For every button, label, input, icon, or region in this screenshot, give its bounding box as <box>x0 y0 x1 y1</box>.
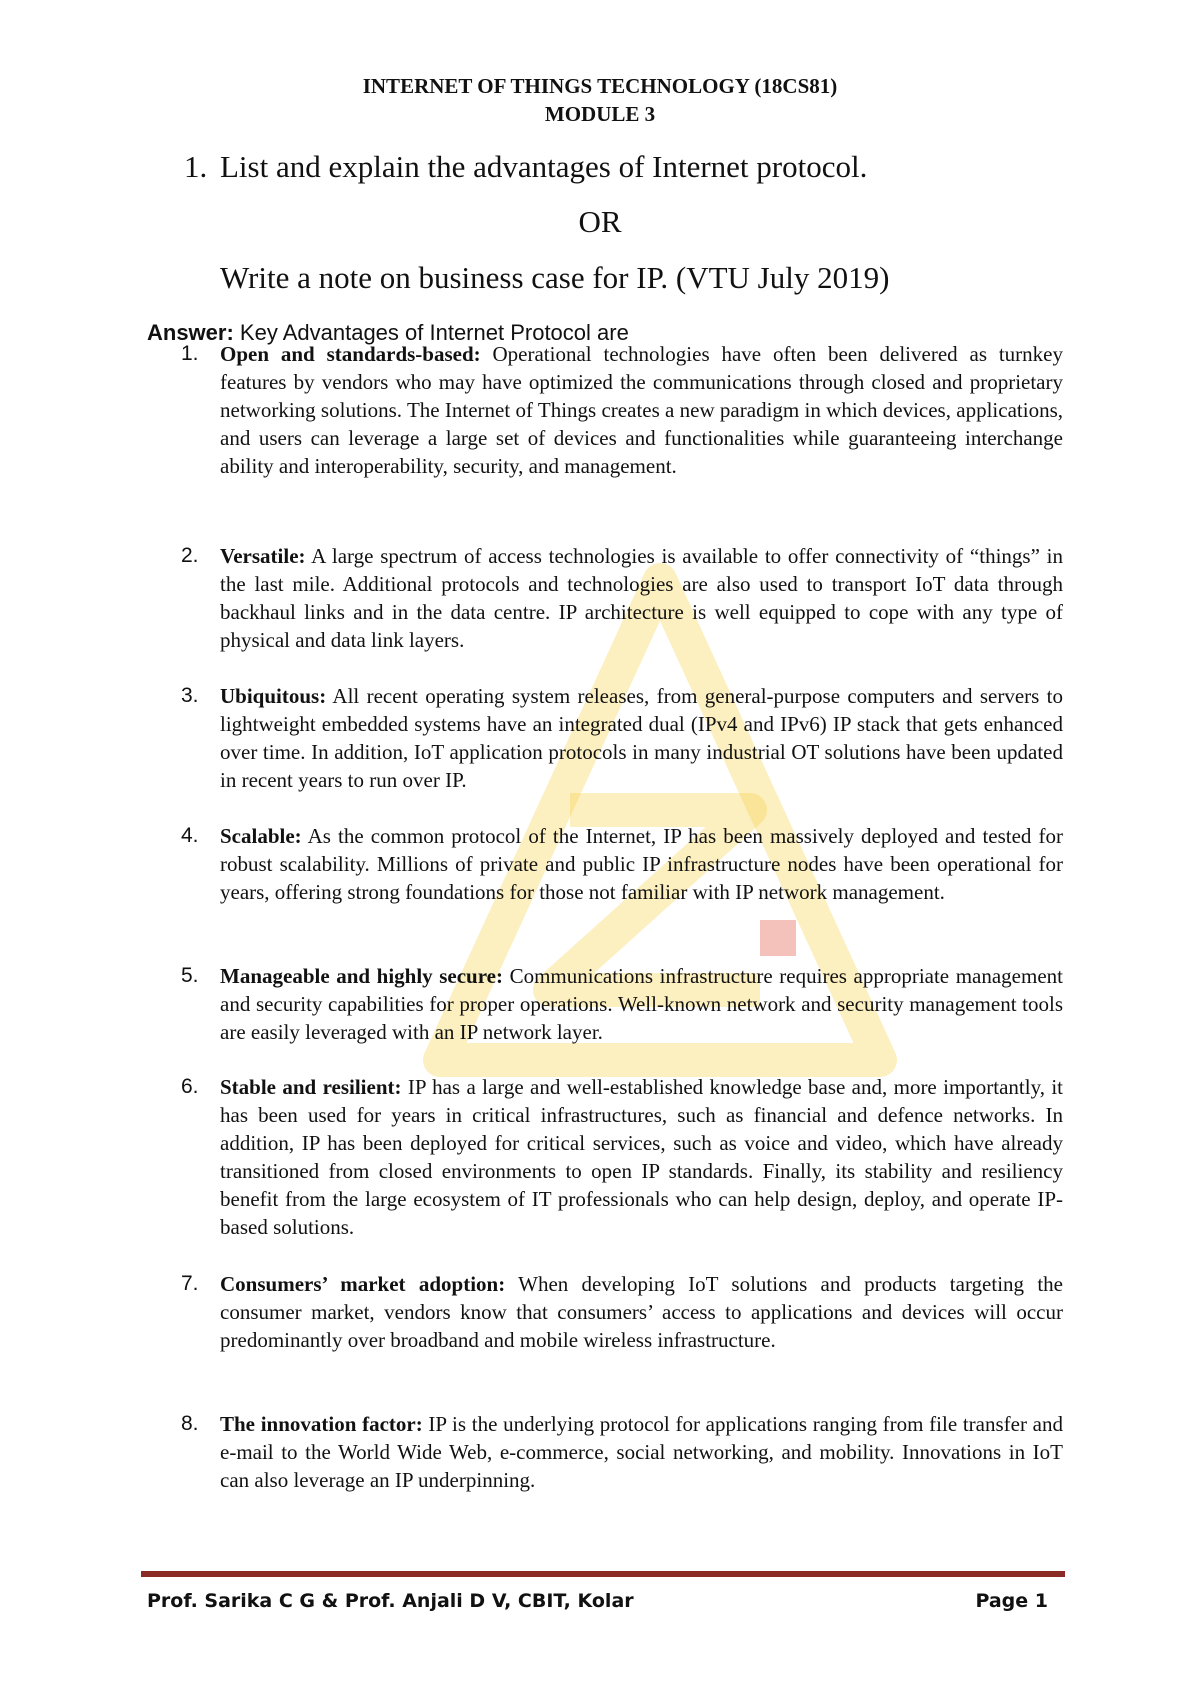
list-item <box>181 822 1063 906</box>
list-item-number: 2. <box>181 544 199 567</box>
list-item-number: 5. <box>181 964 199 987</box>
list-item-text: When developing IoT solutions and products targeting the consumer market, vendors know that consumers’ access to applications and devices will occur predominantly over broadband and mobile wireless infrastructure. <box>220 1272 1063 1352</box>
list-item-text: Operational technologies have often been delivered as turnkey features by vendors who may have optimized the communications through closed and proprietary networking solutions. The Internet of Things creates a new paradigm in which devices, applications, and users can leverage a large set of devices and functionalities while guaranteeing interchange ability and interoperability, security, and management. <box>220 342 1064 478</box>
list-item <box>181 682 1063 794</box>
list-item-number: 6. <box>181 1075 199 1098</box>
course-title: INTERNET OF THINGS TECHNOLOGY (18CS81) <box>362 74 838 98</box>
question-number: 1. <box>184 149 208 184</box>
list-item-term: Ubiquitous: <box>220 684 327 708</box>
list-item-text: IP is the underlying protocol for applications ranging from file transfer and e-mail to the World Wide Web, e-commerce, social networking, and mobility. Innovations in IoT can also leverage an IP underpinning. <box>220 1412 1063 1492</box>
question <box>184 147 1084 187</box>
list-item <box>181 542 1063 654</box>
list-item <box>181 1270 1063 1354</box>
answer-text: Key Advantages of Internet Protocol are <box>233 320 629 345</box>
list-item-term: Stable and resilient: <box>220 1075 402 1099</box>
answer-label: Answer: <box>147 320 234 345</box>
alternative-question: Write a note on business case for IP. (VTU July 2019) <box>220 260 890 295</box>
list-item-text: Communications infrastructure requires appropriate management and security capabilities for proper operations. Well-known network and security management tools are easily leveraged with an IP network layer. <box>220 964 1063 1044</box>
list-item <box>181 340 1063 480</box>
list-item <box>181 1073 1063 1241</box>
list-item-text: IP has a large and well-established knowledge base and, more importantly, it has been used for years in critical infrastructures, such as financial and defence networks. In addition, IP has been deployed for critical services, such as voice and video, which have already transitioned from closed environments to open IP standards. Finally, its stability and resiliency benefit from the large ecosystem of IT professionals who can help design, deploy, and operate IP-based solutions. <box>220 1075 1063 1239</box>
footer-divider <box>141 1571 1065 1577</box>
list-item-number: 8. <box>181 1412 199 1435</box>
list-item-number: 4. <box>181 824 199 847</box>
or-separator: OR <box>578 204 622 239</box>
document-header <box>0 72 1200 128</box>
question-text: List and explain the advantages of Internet protocol. <box>220 149 868 184</box>
list-item-number: 1. <box>181 342 199 365</box>
module-title: MODULE 3 <box>544 102 656 126</box>
page-number: Page 1 <box>975 1590 1048 1612</box>
list-item-number: 3. <box>181 684 199 707</box>
list-item-term: Open and standards-based: <box>220 342 481 366</box>
list-item-text: A large spectrum of access technologies is available to offer connectivity of “things” in the last mile. Additional protocols and technologies are also used to transport IoT data through backhaul links and in the data centre. IP architecture is well equipped to cope with any type of physical and data link layers. <box>220 544 1063 652</box>
list-item-term: Versatile: <box>220 544 306 568</box>
list-item-term: Scalable: <box>220 824 302 848</box>
list-item <box>181 1410 1063 1494</box>
list-item-text: All recent operating system releases, from general-purpose computers and servers to lightweight embedded systems have an integrated dual (IPv4 and IPv6) IP stack that gets enhanced over time. In addition, IoT application protocols in many industrial OT solutions have been updated in recent years to run over IP. <box>220 684 1063 792</box>
list-item-text: As the common protocol of the Internet, IP has been massively deployed and tested for robust scalability. Millions of private and public IP infrastructure nodes have been operational for years, offering strong foundations for those not familiar with IP network management. <box>220 824 1063 904</box>
list-item <box>181 962 1063 1046</box>
list-item-term: The innovation factor: <box>220 1412 423 1436</box>
footer-authors: Prof. Sarika C G & Prof. Anjali D V, CBIT, Kolar <box>147 1590 634 1612</box>
list-item-term: Consumers’ market adoption: <box>220 1272 506 1296</box>
list-item-number: 7. <box>181 1272 199 1295</box>
list-item-term: Manageable and highly secure: <box>220 964 503 988</box>
